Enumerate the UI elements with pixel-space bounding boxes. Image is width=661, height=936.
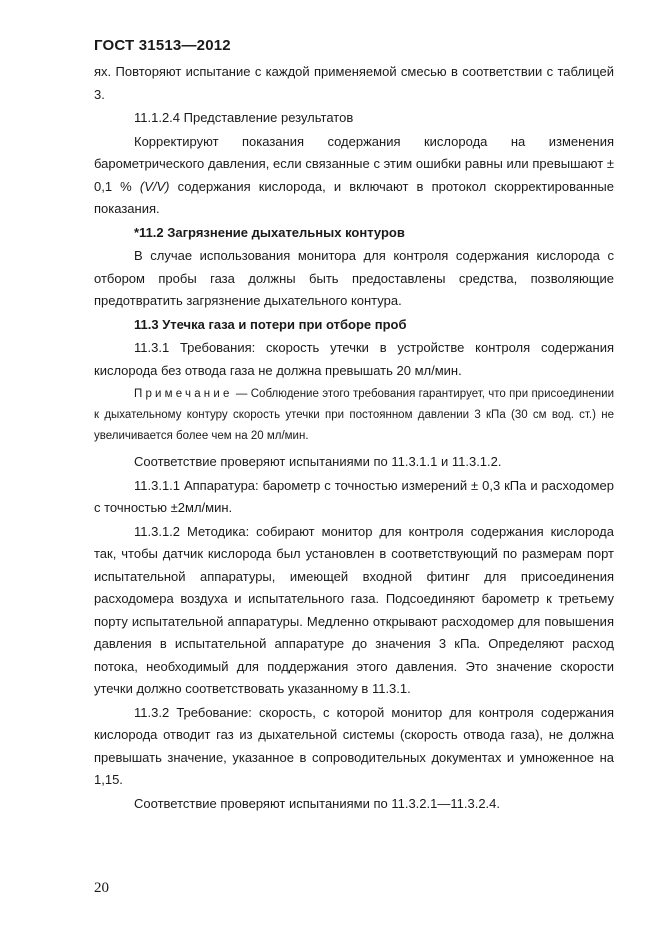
paragraph-11-3-1-1: 11.3.1.1 Аппаратура: барометр с точностью измерений ± 0,3 кПа и расходомер с точностью ±2мл/мин.: [94, 477, 614, 515]
note-text: — Соблюдение этого требования гарантирует, что при присоединении к дыхательному контуру скорость утечки при постоянном давлении 3 кПа (30 см вод. ст.) не увеличивается более чем на 20 мл/мин.: [94, 388, 614, 442]
note-paragraph: [94, 384, 614, 447]
text-span: содержания кислорода, и включают в протокол скорректированные показания.: [94, 178, 614, 216]
section-heading-11-2: *11.2 Загрязнение дыхательных контуров: [134, 224, 405, 240]
paragraph-barometric-correction: [94, 131, 614, 221]
section-heading-11-3: 11.3 Утечка газа и потери при отборе проб: [134, 316, 407, 332]
unit-vv: (V/V): [139, 178, 170, 194]
paragraph-11-3-2: 11.3.2 Требование: скорость, с которой монитор для контроля содержания кислорода отводит газ из дыхательной системы (скорость отвода газа), не должна превышать значение, указанное в сопроводительных документах и умноженное на 1,15.: [94, 704, 614, 787]
paragraph-11-3-1-2: 11.3.1.2 Методика: собирают монитор для контроля содержания кислорода так, чтобы датчик кислорода был установлен в соответствующий по размерам порт испытательной аппаратуры, имеющей входной фитинг для присоединения расходомера воздуха и испытательного газа. Подсоединяют барометр к третьему порту испытательной аппаратуры. Медленно открывают расходомер для повышения давления в испытательной аппаратуре до значения 3 кПа. Определяют расход потока, необходимый для поддержания этого давления. Это значение скорости утечки должно соответствовать указанному в 11.3.1.: [94, 523, 614, 696]
text-span: Корректируют показания содержания кислорода на изменения барометрического давления, если связанные с этим ошибки равны или превышают ± 0,1 %: [94, 133, 614, 194]
document-body: [94, 61, 614, 816]
paragraph-compliance-11-3-1: Соответствие проверяют испытаниями по 11.3.1.1 и 11.3.1.2.: [134, 454, 502, 469]
paragraph-continuation: ях. Повторяют испытание с каждой применяемой смесью в соответствии с таблицей 3.: [94, 64, 614, 102]
paragraph-compliance-11-3-2: Соответствие проверяют испытаниями по 11.3.2.1—11.3.2.4.: [134, 795, 500, 811]
section-heading-11-1-2-4: 11.1.2.4 Представление результатов: [134, 110, 354, 125]
note-label: Примечание: [134, 388, 233, 400]
document-header: ГОСТ 31513—2012: [94, 37, 231, 54]
paragraph-contamination: В случае использования монитора для контроля содержания кислорода с отбором пробы газа должны быть предоставлены средства, позволяющие предотвратить загрязнение дыхательного контура.: [94, 248, 614, 308]
paragraph-11-3-1: 11.3.1 Требования: скорость утечки в устройстве контроля содержания кислорода без отвода газа не должна превышать 20 мл/мин.: [94, 340, 614, 378]
page-number: 20: [94, 880, 109, 896]
